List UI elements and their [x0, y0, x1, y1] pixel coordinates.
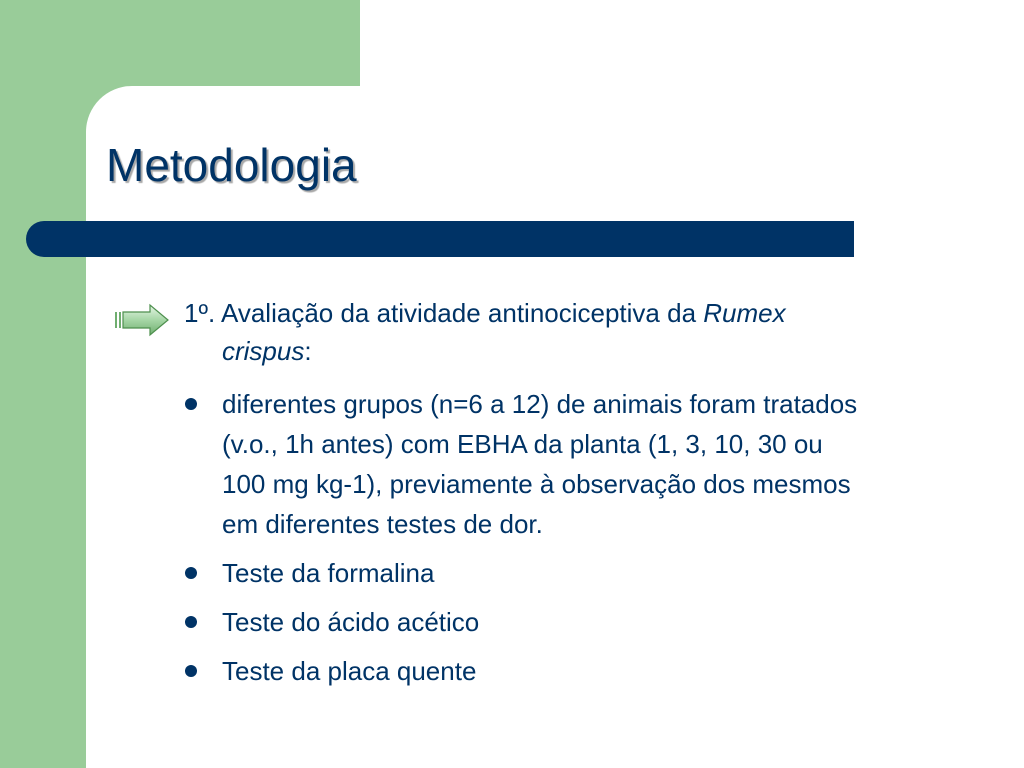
slide-title: Metodologia	[106, 139, 357, 191]
list-item	[180, 602, 1000, 642]
bullet-text: diferentes grupos (n=6 a 12) de animais foram tratados (v.o., 1h antes) com EBHA da planta (1, 3, 10, 30 ou 100 mg kg-1), previamente à observação dos mesmos em diferentes testes de dor.	[222, 389, 858, 539]
list-item	[180, 651, 1000, 691]
bullet-list	[180, 384, 1000, 700]
bullet-dot-icon	[185, 665, 197, 677]
list-item	[180, 553, 1000, 593]
lead-italic-crispus: crispus	[222, 336, 305, 366]
bullet-dot-icon	[185, 398, 197, 410]
lead-line-1	[184, 294, 984, 332]
lead-italic-rumex: Rumex	[703, 298, 786, 328]
title-underline-bar	[26, 221, 854, 257]
lead-paragraph	[184, 294, 984, 370]
list-item	[180, 384, 1000, 544]
lead-suffix: :	[304, 336, 312, 366]
lead-prefix: 1º. Avaliação da atividade antinociceptiva da	[184, 298, 704, 328]
lead-line-2	[184, 332, 984, 370]
bullet-dot-icon	[185, 616, 197, 628]
bullet-text: Teste da placa quente	[222, 656, 477, 686]
bullet-dot-icon	[185, 567, 197, 579]
right-arrow-icon	[114, 303, 170, 337]
bullet-text: Teste da formalina	[222, 558, 435, 588]
bullet-text: Teste do ácido acético	[222, 607, 480, 637]
